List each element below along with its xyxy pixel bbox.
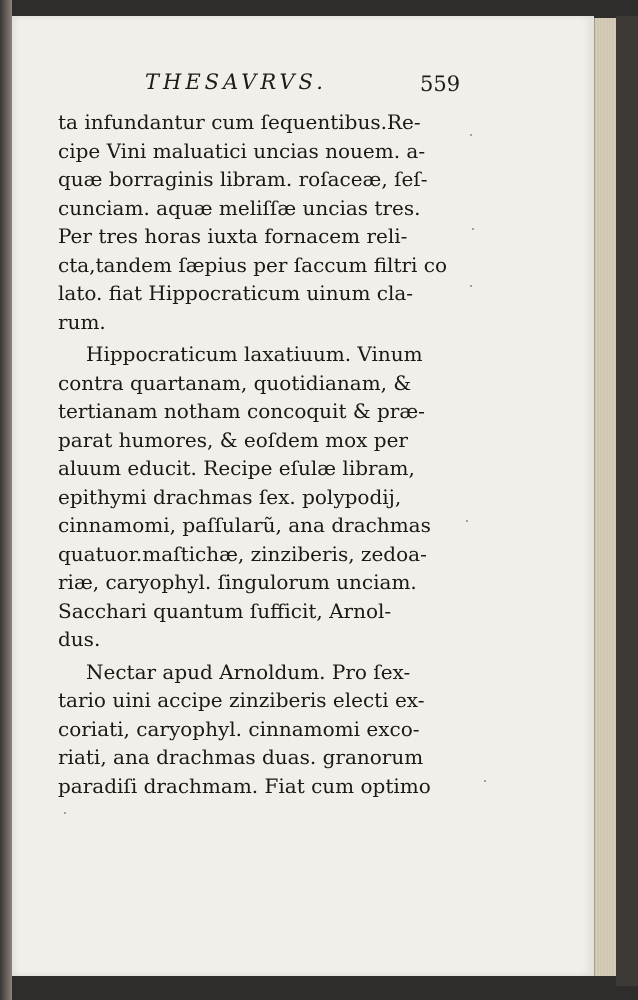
text-line: riati, ana drachmas duas. granorum [58, 745, 424, 769]
book-left-edge [0, 0, 12, 1000]
text-line: riæ, caryophyl. ſingulorum unciam. [58, 570, 417, 594]
paragraph [58, 658, 478, 801]
text-line: quatuor.maſtichæ, zinziberis, zedoa- [58, 541, 427, 566]
ink-speck [470, 134, 472, 136]
ink-speck [470, 285, 472, 287]
text-line: tario uini accipe zinziberis electi ex- [58, 688, 425, 712]
paragraph [58, 108, 478, 336]
body-text [58, 108, 478, 800]
ink-speck [484, 780, 486, 782]
text-line: dus. [58, 627, 101, 651]
text-line: Nectar apud Arnoldum. Pro ſex- [86, 659, 411, 684]
text-line: Hippocraticum laxatiuum. Vinum [86, 342, 423, 366]
running-head: THESAVRVS. [145, 70, 327, 94]
text-line: coriati, caryophyl. cinnamomi exco- [58, 716, 420, 741]
text-line: rum. [58, 309, 106, 334]
page-stack-edge [594, 18, 617, 976]
ink-speck [472, 228, 474, 230]
paragraph [58, 340, 478, 654]
text-line: parat humores, & eoſdem mox per [58, 427, 408, 452]
text-line: cipe Vini maluatici uncias nouem. a- [58, 138, 426, 163]
ink-speck [64, 812, 66, 814]
background-shadow [616, 16, 638, 986]
text-line: lato. fiat Hippocraticum uinum cla- [58, 281, 414, 305]
text-line: aluum educit. Recipe eſulæ libram, [58, 456, 415, 480]
text-line: quæ borraginis libram. roſaceæ, ſeſ- [58, 167, 428, 191]
page-number: 559 [420, 72, 461, 96]
text-line: Per tres horas iuxta fornacem reli- [58, 224, 408, 248]
ink-speck [466, 520, 468, 522]
text-line: tertianam notham concoquit & præ- [58, 399, 425, 423]
text-line: Sacchari quantum ſufficit, Arnol- [58, 598, 392, 623]
text-line: cta,tandem ſæpius per ſaccum filtri co [58, 252, 448, 277]
text-line: cunciam. aquæ meliſſæ uncias tres. [58, 195, 421, 220]
text-line: cinnamomi, paſſularũ, ana drachmas [58, 513, 431, 537]
text-line: paradiſi drachmam. Fiat cum optimo [58, 773, 431, 798]
text-line: contra quartanam, quotidianam, & [58, 370, 412, 395]
text-line: epithymi drachmas ſex. polypodij, [58, 484, 402, 509]
text-line: ta infundantur cum ſequentibus.Re- [58, 110, 421, 134]
